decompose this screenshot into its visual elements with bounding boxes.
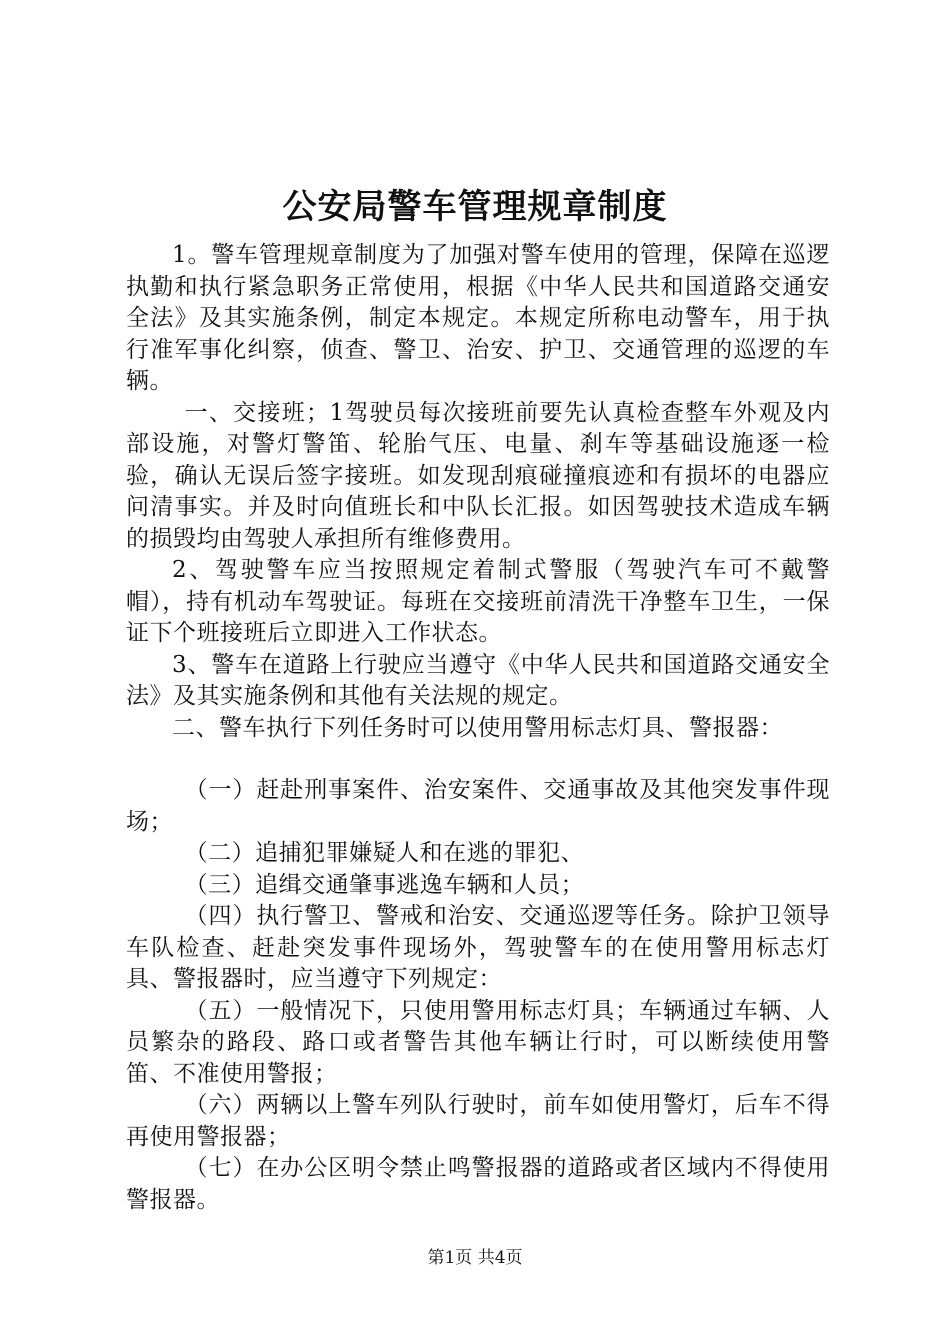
paragraph-item-5: （五）一般情况下，只使用警用标志灯具；车辆通过车辆、人员繁杂的路段、路口或者警告其他车辆让行时，可以断续使用警笛、不准使用警报； xyxy=(126,997,830,1087)
paragraph-1: 1。警车管理规章制度为了加强对警车使用的管理，保障在巡逻执勤和执行紧急职务正常使用，根据《中华人民共和国道路交通安全法》及其实施条例，制定本规定。本规定所称电动警车，用于执行准军事化纠察，侦查、警卫、治安、护卫、交通管理的巡逻的车辆。 xyxy=(126,242,830,394)
paragraph-item-6: （六）两辆以上警车列队行驶时，前车如使用警灯，后车不得再使用警报器； xyxy=(126,1092,830,1150)
paragraph-item-3: （三）追缉交通肇事逃逸车辆和人员； xyxy=(184,871,585,898)
paragraph-3: 3、警车在道路上行驶应当遵守《中华人民共和国道路交通安全法》及其实施条例和其他有关法规的规定。 xyxy=(126,651,830,709)
paragraph-section-two: 二、警车执行下列任务时可以使用警用标志灯具、警报器： xyxy=(172,714,783,741)
paragraph-2: 2、驾驶警车应当按照规定着制式警服（驾驶汽车可不戴警帽），持有机动车驾驶证。每班在交接班前清洗干净整车卫生，一保证下个班接班后立即进入工作状态。 xyxy=(126,557,830,646)
document-title: 公安局警车管理规章制度 xyxy=(282,187,668,227)
page-number-footer: 第1页 共4页 xyxy=(427,1248,523,1268)
paragraph-item-4: （四）执行警卫、警戒和治安、交通巡逻等任务。除护卫领导车队检查、赶赴突发事件现场外，驾驶警车的在使用警用标志灯具、警报器时，应当遵守下列规定： xyxy=(126,903,830,992)
paragraph-item-7: （七）在办公区明令禁止鸣警报器的道路或者区域内不得使用警报器。 xyxy=(126,1155,830,1213)
document-body xyxy=(126,240,830,1216)
paragraph-item-2: （二）追捕犯罪嫌疑人和在逃的罪犯、 xyxy=(184,840,585,866)
paragraph-item-1: （一）赶赴刑事案件、治安案件、交通事故及其他突发事件现场； xyxy=(126,777,830,835)
paragraph-handover: 一、交接班；1驾驶员每次接班前要先认真检查整车外观及内部设施，对警灯警笛、轮胎气压、电量、刹车等基础设施逐一检验，确认无误后签字接班。如发现刮痕碰撞痕迹和有损坏的电器应问清事实。并及时向值班长和中队长汇报。如因驾驶技术造成车辆的损毁均由驾驶人承担所有维修费用。 xyxy=(126,399,830,552)
